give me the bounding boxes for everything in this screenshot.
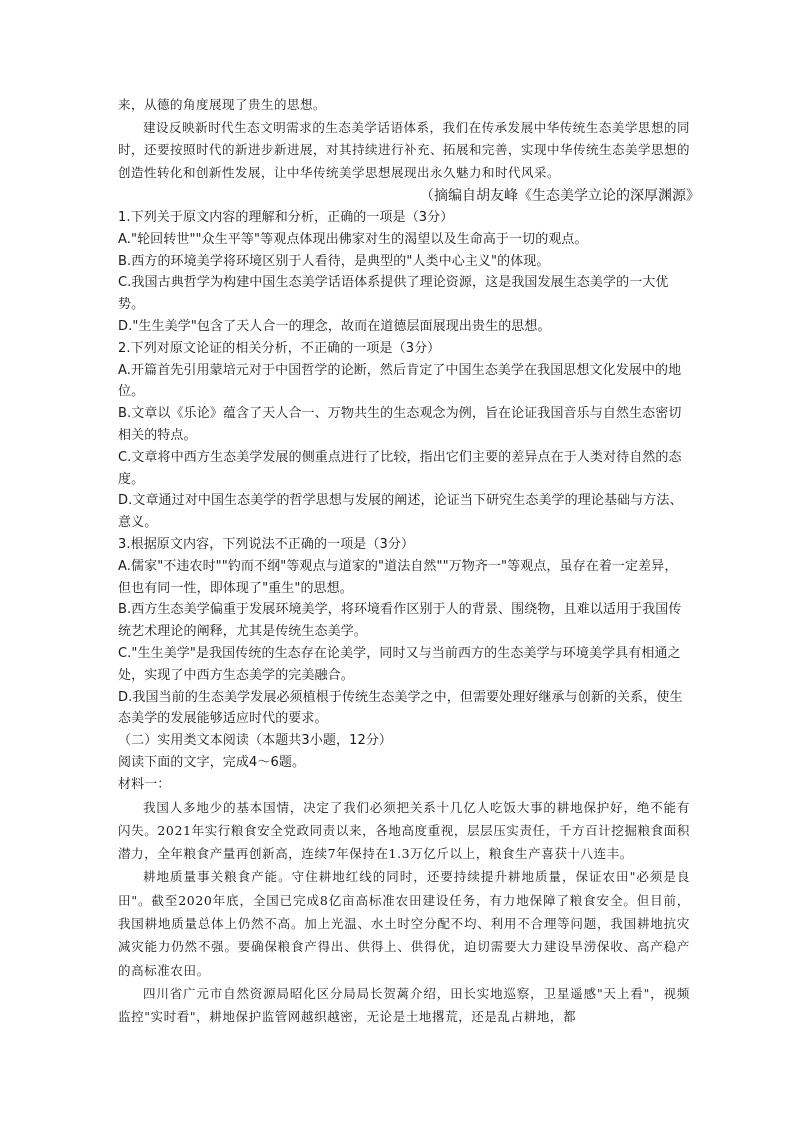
question-2-option-c[interactable]: C.文章将中西方生态美学发展的侧重点进行了比较，指出它们主要的差异点在于人类对待自然的态度。 xyxy=(118,449,682,487)
passage-continuation xyxy=(118,94,690,184)
question-2-stem: 2.下列对原文论证的相关分析，不正确的一项是（3分） xyxy=(118,340,441,356)
question-block xyxy=(118,207,690,796)
section-two-instruction: 阅读下面的文字，完成4～6题。 xyxy=(118,754,306,770)
material-paragraph: 我国人多地少的基本国情，决定了我们必须把关系十几亿人吃饭大事的耕地保护好，绝不能有闪失。2021年实行粮食安全党政同责以来，各地高度重视，层层压实责任，千方百计挖掘粮食面积潜力，全年粮食产量再创新高，连续7年保持在1.3万亿斤以上，粮食生产喜获十八连丰。 xyxy=(118,799,690,862)
question-3-option-a[interactable]: A.儒家"不违农时""钓而不纲"等观点与道家的"道法自然""万物齐一"等观点，虽存在着一定差异，但也有同一性，即体现了"重生"的思想。 xyxy=(118,558,678,596)
passage-paragraph: 建设反映新时代生态文明需求的生态美学话语体系，我们在传承发展中华传统生态美学思想的同时，还要按照时代的新进步新进展，对其持续进行补充、拓展和完善，实现中华传统生态美学思想的创造性转化和创新性发展，让中华传统美学思想展现出永久魅力和时代风采。 xyxy=(118,119,691,180)
question-3-option-b[interactable]: B.西方生态美学偏重于发展环境美学，将环境看作区别于人的背景、围绕物，且难以适用于我国传统艺术理论的阐释，尤其是传统生态美学。 xyxy=(118,602,682,640)
exam-page xyxy=(118,94,700,1028)
question-1-option-a[interactable]: A."轮回转世""众生平等"等观点体现出佛家对生的渴望以及生命高于一切的观点。 xyxy=(118,231,588,247)
question-2-option-d[interactable]: D.文章通过对中国生态美学的哲学思想与发展的阐述，论证当下研究生态美学的理论基础与方法、意义。 xyxy=(118,493,683,531)
material-paragraph: 耕地质量事关粮食产能。守住耕地红线的同时，还要持续提升耕地质量，保证农田"必须是良田"。截至2020年底，全国已完成8亿亩高标准农田建设任务，有力地保障了粮食安全。但目前，我国耕地质量总体上仍然不高。加上光温、水土时空分配不均、利用不合理等问题，我国耕地抗灾减灾能力仍然不强。要确保粮食产得出、供得上、供得优，迫切需要大力建设旱涝保收、高产稳产的高标准农田。 xyxy=(118,869,690,978)
question-3-stem: 3.根据原文内容，下列说法不正确的一项是（3分） xyxy=(118,536,415,552)
material-one-label: 材料一： xyxy=(118,776,171,792)
question-2-option-b[interactable]: B.文章以《乐论》蕴含了天人合一、万物共生的生态观念为例，旨在论证我国音乐与自然生态密切相关的特点。 xyxy=(118,406,682,443)
passage-line-end: 来，从德的角度展现了贵生的思想。 xyxy=(118,97,327,112)
question-3-option-d[interactable]: D.我国当前的生态美学发展必须植根于传统生态美学之中，但需要处理好继承与创新的关系，使生态美学的发展能够适应时代的要求。 xyxy=(118,689,683,727)
question-1-option-c[interactable]: C.我国古典哲学为构建中国生态美学话语体系提供了理论资源，这是我国发展生态美学的一大优势。 xyxy=(118,275,669,313)
question-3-option-c[interactable]: C."生生美学"是我国传统的生态存在论美学，同时又与当前西方的生态美学与环境美学具有相通之处，实现了中西方生态美学的完美融合。 xyxy=(118,645,681,683)
material-one-text xyxy=(118,796,690,1029)
material-paragraph: 四川省广元市自然资源局昭化区分局局长贺蓠介绍，田长实地巡察，卫星遥感"天上看"，视频监控"实时看"，耕地保护监管网越织越密，无论是土地撂荒，还是乱占耕地，都 xyxy=(118,985,690,1025)
question-1-option-d[interactable]: D."生生美学"包含了天人合一的理念，故而在道德层面展现出贵生的思想。 xyxy=(118,318,551,334)
question-1-stem: 1.下列关于原文内容的理解和分析，正确的一项是（3分） xyxy=(118,210,454,225)
section-two-heading: （二）实用类文本阅读（本题共3小题，12分） xyxy=(118,733,393,749)
question-1-option-b[interactable]: B.西方的环境美学将环境区别于人看待，是典型的"人类中心主义"的体现。 xyxy=(118,253,550,269)
source-citation: （摘编自胡友峰《生态美学立论的深厚渊源》 xyxy=(420,188,700,204)
question-2-option-a[interactable]: A.开篇首先引用蒙培元对于中国哲学的论断，然后肯定了中国生态美学在我国思想文化发展中的地位。 xyxy=(118,362,682,400)
